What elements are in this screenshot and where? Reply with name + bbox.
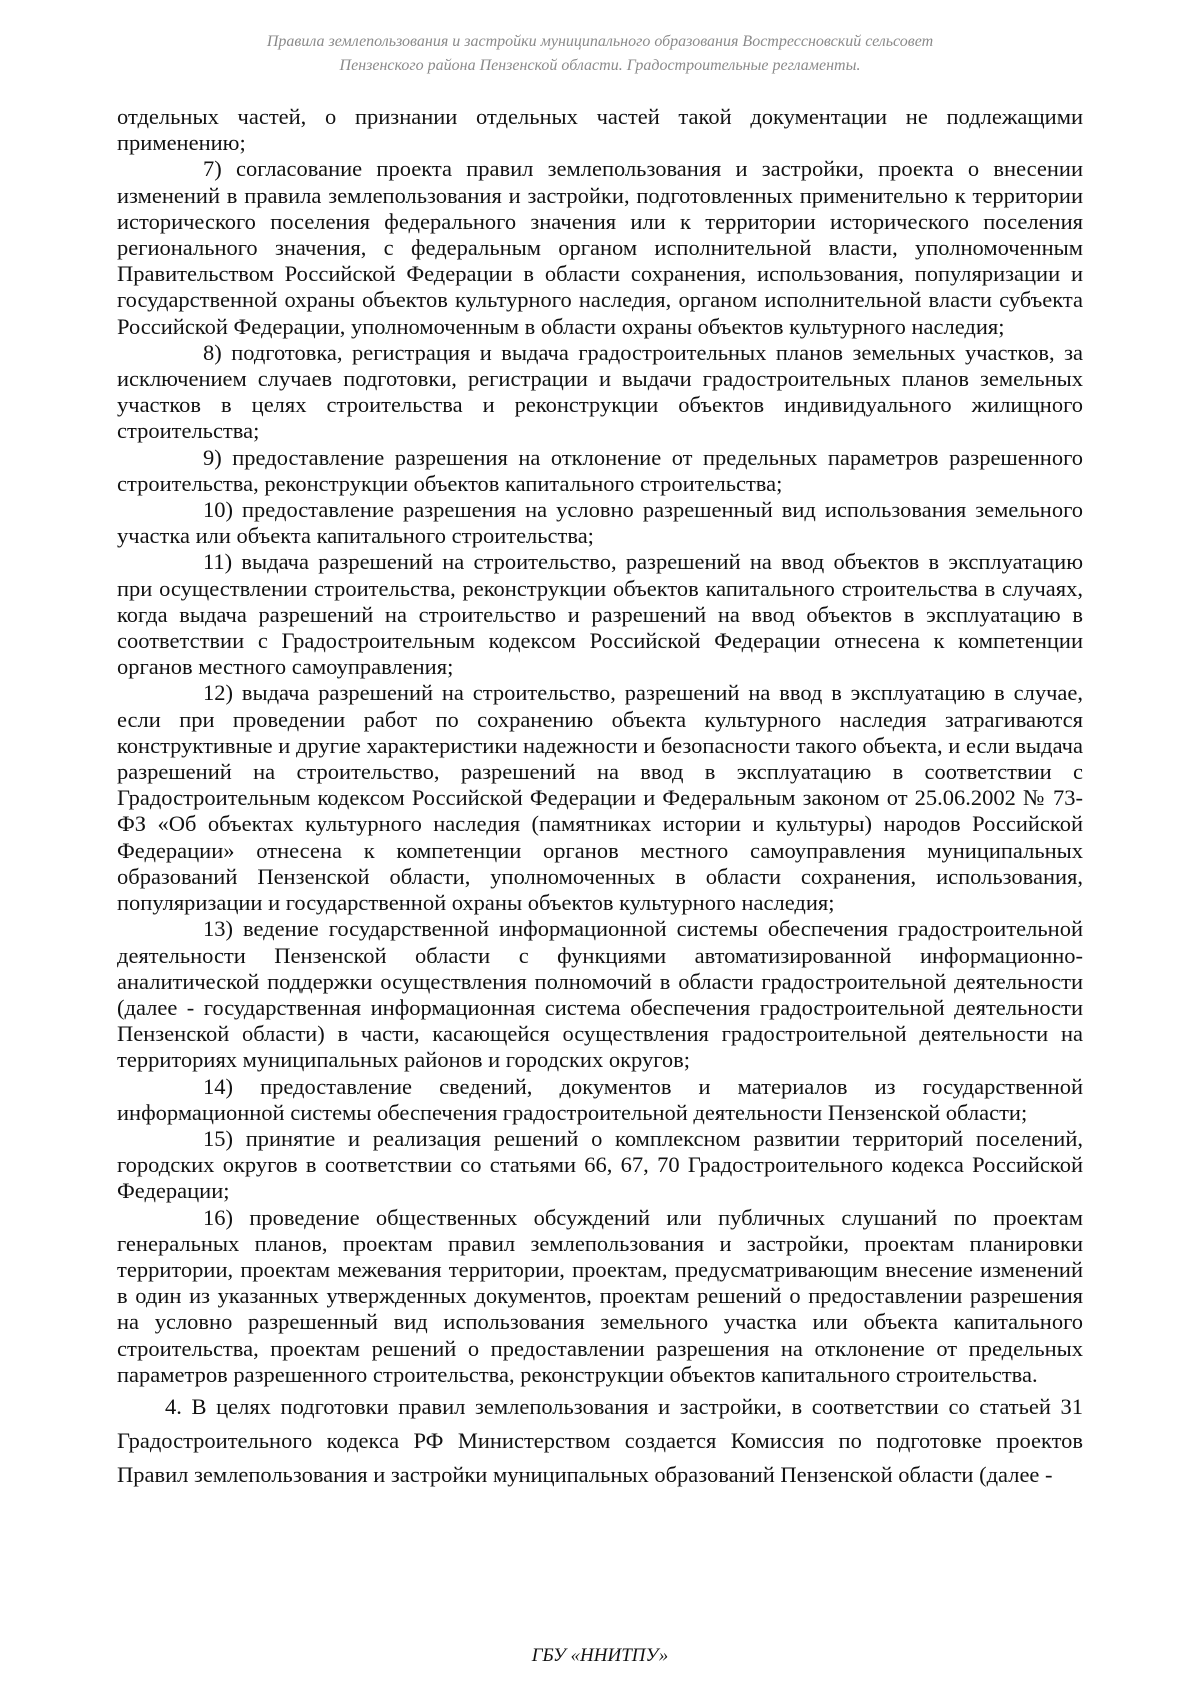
list-item-14: 14) предоставление сведений, документов и материалов из государственной информационной системы обеспечения градостроительной деятельности Пензенской области;: [117, 1073, 1083, 1125]
list-item-8: 8) подготовка, регистрация и выдача градостроительных планов земельных участков, за исключением случаев подготовки, регистрации и выдачи градостроительных планов земельных участков в целях строительства и реконструкции объектов индивидуального жилищного строительства;: [117, 339, 1083, 444]
header-line-1: Правила землепользования и застройки муниципального образования Вострессновский сельсовет: [266, 33, 934, 50]
list-item-11: 11) выдача разрешений на строительство, разрешений на ввод объектов в эксплуатацию при осуществлении строительства, реконструкции объектов капитального строительства в случаях, когда выдача разрешений на строительство и разрешений на ввод объектов в эксплуатацию в соответствии с Градостроительным кодексом Российской Федерации отнесена к компетенции органов местного самоуправления;: [117, 549, 1083, 680]
running-header: [0, 30, 1200, 78]
list-item-13: 13) ведение государственной информационной системы обеспечения градостроительной деятельности Пензенской области с функциями автоматизированной информационно-аналитической поддержки осуществления полномочий в области градостроительной деятельности (далее - государственная информационная система обеспечения градостроительной деятельности Пензенской области) в части, касающейся осуществления градостроительной деятельности на территориях муниципальных районов и городских округов;: [117, 916, 1083, 1073]
list-item-9: 9) предоставление разрешения на отклонение от предельных параметров разрешенного строительства, реконструкции объектов капитального строительства;: [117, 444, 1083, 496]
page-footer: ГБУ «ННИТПУ»: [531, 1645, 669, 1666]
list-item-7: 7) согласование проекта правил землепользования и застройки, проекта о внесении изменений в правила землепользования и застройки, подготовленных применительно к территории исторического поселения федерального значения или к территории исторического поселения регионального значения, с федеральным органом исполнительной власти, уполномоченным Правительством Российской Федерации в области сохранения, использования, популяризации и государственной охраны объектов культурного наследия, органом исполнительной власти субъекта Российской Федерации, уполномоченным в области охраны объектов культурного наследия;: [117, 156, 1083, 339]
document-body: [117, 104, 1083, 1492]
list-item-10: 10) предоставление разрешения на условно разрешенный вид использования земельного участка или объекта капитального строительства;: [117, 497, 1083, 549]
paragraph-continuation: отдельных частей, о признании отдельных частей такой документации не подлежащими применению;: [117, 104, 1083, 156]
header-line-2: Пензенского района Пензенской области. Градостроительные регламенты.: [339, 57, 861, 74]
list-item-15: 15) принятие и реализация решений о комплексном развитии территорий поселений, городских округов в соответствии со статьями 66, 67, 70 Градостроительного кодекса Российской Федерации;: [117, 1125, 1083, 1204]
section-4-paragraph: 4. В целях подготовки правил землепользования и застройки, в соответствии со статьей 31 Градостроительного кодекса РФ Министерством создается Комиссия по подготовке проектов Правил землепользования и застройки муниципальных образований Пензенской области (далее -: [117, 1393, 1083, 1487]
list-item-12: 12) выдача разрешений на строительство, разрешений на ввод в эксплуатацию в случае, если при проведении работ по сохранению объекта культурного наследия затрагиваются конструктивные и другие характеристики надежности и безопасности такого объекта, и если выдача разрешений на строительство, разрешений на ввод в эксплуатацию в соответствии с Градостроительным кодексом Российской Федерации и Федеральным законом от 25.06.2002 № 73-ФЗ «Об объектах культурного наследия (памятниках истории и культуры) народов Российской Федерации» отнесена к компетенции органов местного самоуправления муниципальных образований Пензенской области, уполномоченных в области сохранения, использования, популяризации и государственной охраны объектов культурного наследия;: [117, 680, 1083, 916]
list-item-16: 16) проведение общественных обсуждений или публичных слушаний по проектам генеральных планов, проектам правил землепользования и застройки, проектам планировки территории, проектам межевания территории, проектам, предусматривающим внесение изменений в один из указанных утвержденных документов, проектам решений о предоставлении разрешения на условно разрешенный вид использования земельного участка или объекта капитального строительства, проектам решений о предоставлении разрешения на отклонение от предельных параметров разрешенного строительства, реконструкции объектов капитального строительства.: [117, 1204, 1083, 1387]
